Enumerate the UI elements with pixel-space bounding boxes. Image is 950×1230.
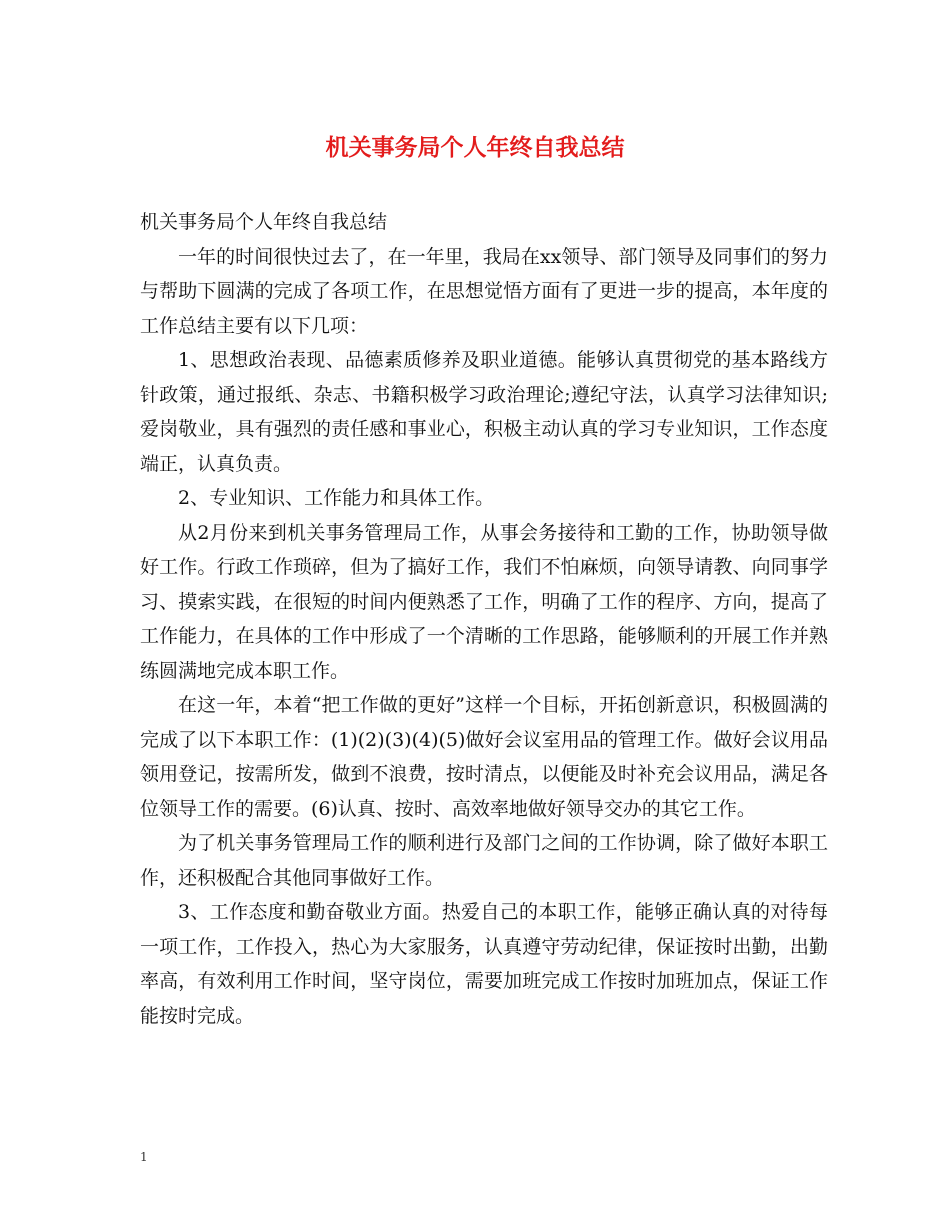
paragraph-duties: 在这一年，本着“把工作做的更好”这样一个目标，开拓创新意识，积极圆满的完成了以下本职工作：(1)(2)(3)(4)(5)做好会议室用品的管理工作。做好会议用品领用登记，按需所发，做到不浪费，按时清点，以便能及时补充会议用品，满足各位领导工作的需要。(6)认真、按时、高效率地做好领导交办的其它工作。 (140, 694, 828, 820)
paragraph-section-2-body: 从2月份来到机关事务管理局工作，从事会务接待和工勤的工作，协助领导做好工作。行政工作琐碎，但为了搞好工作，我们不怕麻烦，向领导请教、向同事学习、摸索实践，在很短的时间内便熟悉了工作，明确了工作的程序、方向，提高了工作能力，在具体的工作中形成了一个清晰的工作思路，能够顺利的开展工作并熟练圆满地完成本职工作。 (140, 521, 828, 682)
document-body (140, 205, 828, 1033)
page-number: 1 (140, 1150, 148, 1164)
paragraph-section-3: 3、工作态度和勤奋敬业方面。热爱自己的本职工作，能够正确认真的对待每一项工作，工作投入，热心为大家服务，认真遵守劳动纪律，保证按时出勤，出勤率高，有效利用工作时间，坚守岗位，需要加班完成工作按时加班加点，保证工作能按时完成。 (140, 901, 828, 1027)
paragraph-intro: 一年的时间很快过去了，在一年里，我局在xx领导、部门领导及同事们的努力与帮助下圆满的完成了各项工作，在思想觉悟方面有了更进一步的提高，本年度的工作总结主要有以下几项： (140, 245, 828, 337)
paragraph-section-2-heading: 2、专业知识、工作能力和具体工作。 (178, 487, 495, 509)
paragraph-subtitle: 机关事务局个人年终自我总结 (140, 211, 388, 233)
paragraph-section-1: 1、思想政治表现、品德素质修养及职业道德。能够认真贯彻党的基本路线方针政策，通过报纸、杂志、书籍积极学习政治理论;遵纪守法，认真学习法律知识;爱岗敬业，具有强烈的责任感和事业心，积极主动认真的学习专业知识，工作态度端正，认真负责。 (140, 349, 828, 475)
paragraph-cooperation: 为了机关事务管理局工作的顺利进行及部门之间的工作协调，除了做好本职工作，还积极配合其他同事做好工作。 (140, 832, 828, 889)
document-title: 机关事务局个人年终自我总结 (325, 135, 625, 161)
